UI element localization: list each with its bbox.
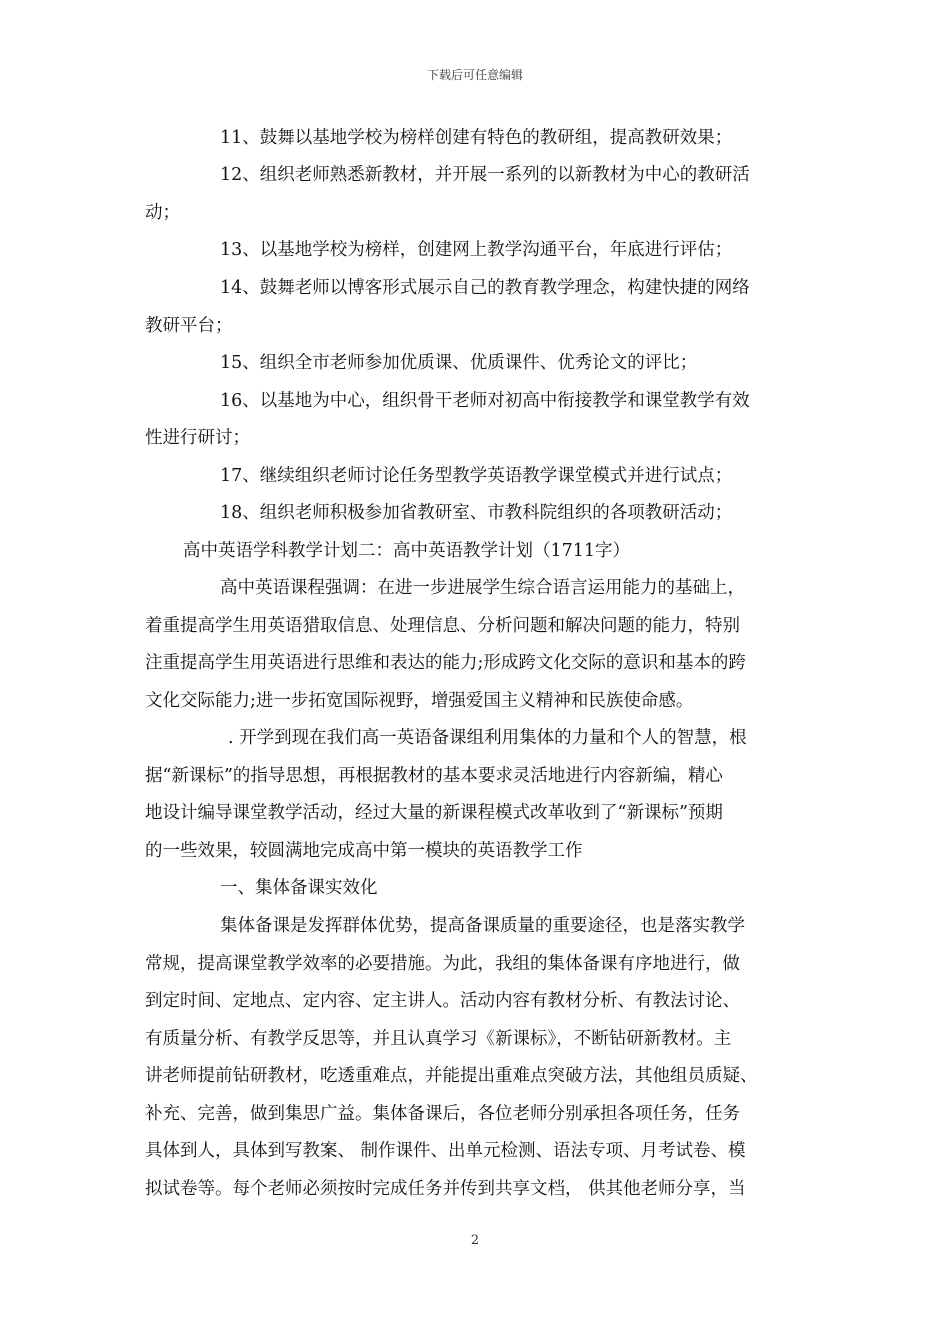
text-line: 文化交际能力;进一步拓宽国际视野，增强爱国主义精神和民族使命感。: [145, 691, 694, 711]
text-line: 16、以基地为中心，组织骨干老师对初高中衔接教学和课堂教学有效: [220, 391, 750, 411]
text-line: 地设计编导课堂教学活动，经过大量的新课程模式改革收到了“新课标”预期: [145, 803, 723, 823]
text-line: 15、组织全市老师参加优质课、优质课件、优秀论文的评比；: [220, 353, 698, 373]
section-heading: 高中英语学科教学计划二：高中英语教学计划（1711字）: [183, 541, 631, 561]
text-line: 注重提高学生用英语进行思维和表达的能力;形成跨文化交际的意识和基本的跨: [145, 653, 746, 673]
text-line: 性进行研讨；: [145, 428, 250, 448]
text-line: 具体到人，具体到写教案、 制作课件、出单元检测、语法专项、月考试卷、模: [145, 1141, 746, 1161]
text-line: 11、鼓舞以基地学校为榜样创建有特色的教研组，提高教研效果；: [220, 128, 733, 148]
text-line: 补充、完善，做到集思广益。集体备课后，各位老师分别承担各项任务，任务: [145, 1104, 740, 1124]
text-line: 有质量分析、有教学反思等，并且认真学习《新课标》，不断钻研新教材。主: [145, 1029, 732, 1049]
page-number: 2: [470, 1233, 480, 1248]
subsection-heading: 一、集体备课实效化: [220, 878, 378, 898]
text-line: 13、以基地学校为榜样，创建网上教学沟通平台，年底进行评估；: [220, 240, 733, 260]
text-line: 动；: [145, 203, 180, 223]
text-line: 17、继续组织老师讨论任务型教学英语教学课堂模式并进行试点；: [220, 466, 733, 486]
text-line: 的一些效果，较圆满地完成高中第一模块的英语教学工作: [145, 841, 583, 861]
text-line: . 开学到现在我们高一英语备课组利用集体的力量和个人的智慧，根: [228, 728, 747, 748]
text-line: 常规，提高课堂教学效率的必要措施。为此，我组的集体备课有序地进行，做: [145, 954, 740, 974]
text-line: 18、组织老师积极参加省教研室、市教科院组织的各项教研活动；: [220, 503, 733, 523]
text-line: 着重提高学生用英语猎取信息、处理信息、分析问题和解决问题的能力，特别: [145, 616, 740, 636]
text-line: 教研平台；: [145, 316, 233, 336]
text-line: 12、组织老师熟悉新教材，并开展一系列的以新教材为中心的教研活: [220, 165, 750, 185]
text-line: 到定时间、定地点、定内容、定主讲人。活动内容有教材分析、有教法讨论、: [145, 991, 740, 1011]
text-line: 拟试卷等。每个老师必须按时完成任务并传到共享文档， 供其他老师分享，当: [145, 1179, 746, 1199]
page-header: 下载后可任意编辑: [426, 68, 523, 82]
text-line: 据“新课标”的指导思想，再根据教材的基本要求灵活地进行内容新编，精心: [145, 766, 723, 786]
text-line: 高中英语课程强调：在进一步进展学生综合语言运用能力的基础上，: [220, 578, 745, 598]
text-line: 14、鼓舞老师以博客形式展示自己的教育教学理念，构建快捷的网络: [220, 278, 750, 298]
text-line: 讲老师提前钻研教材，吃透重难点，并能提出重难点突破方法，其他组员质疑、: [145, 1066, 758, 1086]
text-line: 集体备课是发挥群体优势，提高备课质量的重要途径，也是落实教学: [220, 916, 745, 936]
